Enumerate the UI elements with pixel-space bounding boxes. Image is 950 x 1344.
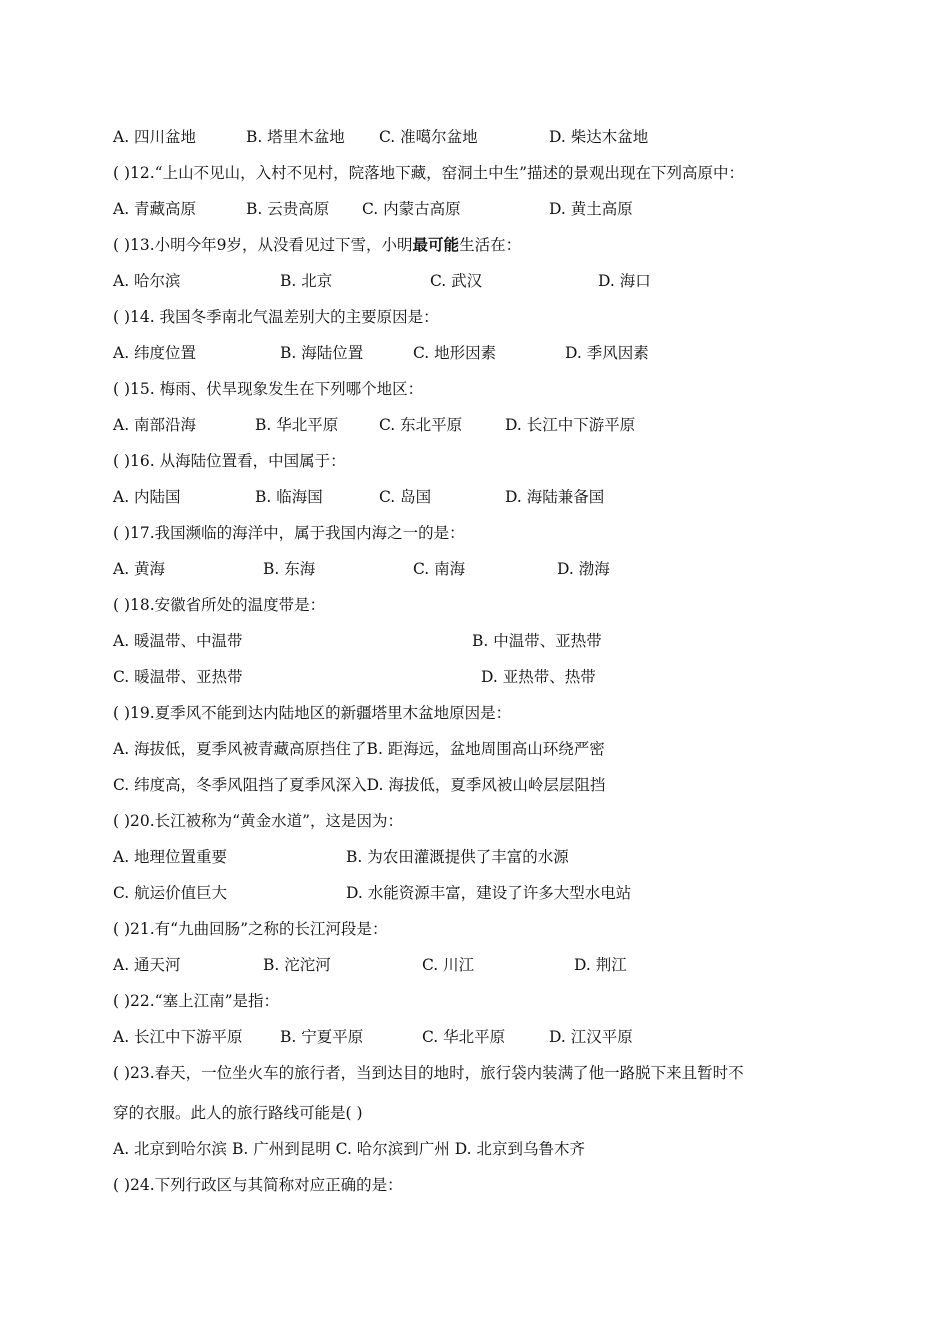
q17-option-d: D. 渤海 [557,560,610,578]
q17-option-a: A. 黄海 [113,560,166,578]
q13-stem-post: 生活在： [459,236,522,254]
q22-stem: ( )22.“塞上江南”是指： [113,992,280,1010]
q12-stem: ( )12.“上山不见山，入村不见村，院落地下藏，窑洞土中生”描述的景观出现在下列高原中： [113,164,745,182]
q24-stem: ( )24.下列行政区与其简称对应正确的是： [113,1176,403,1194]
q17-option-c: C. 南海 [413,560,466,578]
q15-option-b: B. 华北平原 [255,416,339,434]
q13-stem-pre: ( )13.小明今年9岁，从没看见过下雪，小明 [113,236,413,254]
q12-option-a: A. 青藏高原 [113,200,197,218]
q16-option-d: D. 海陆兼备国 [505,488,605,506]
q22-option-a: A. 长江中下游平原 [113,1028,243,1046]
q14-option-d: D. 季风因素 [565,344,649,362]
q22-option-c: C. 华北平原 [422,1028,506,1046]
q14-option-b: B. 海陆位置 [280,344,364,362]
q12-option-b: B. 云贵高原 [246,200,330,218]
q20-option-d: D. 水能资源丰富，建设了许多大型水电站 [346,884,632,902]
q20-option-b: B. 为农田灌溉提供了丰富的水源 [346,848,569,866]
q21-option-c: C. 川江 [422,956,475,974]
q16-option-c: C. 岛国 [379,488,432,506]
q11-option-b: B. 塔里木盆地 [246,128,345,146]
q16-option-b: B. 临海国 [255,488,323,506]
q16-option-a: A. 内陆国 [113,488,181,506]
q15-option-d: D. 长江中下游平原 [505,416,636,434]
q13-option-c: C. 武汉 [430,272,483,290]
q16-stem: ( )16. 从海陆位置看，中国属于： [113,452,346,470]
q14-option-a: A. 纬度位置 [113,344,197,362]
q19-options-line-1: A. 海拔低，夏季风被青藏高原挡住了B. 距海远，盆地周围高山环绕严密 [113,740,605,758]
q23-stem-continued: 穿的衣服。此人的旅行路线可能是( ) [113,1104,363,1122]
q18-option-b: B. 中温带、亚热带 [472,632,602,650]
q11-option-a: A. 四川盆地 [113,128,197,146]
q20-stem: ( )20.长江被称为“黄金水道”，这是因为： [113,812,404,830]
q11-option-c: C. 准噶尔盆地 [379,128,478,146]
q12-option-d: D. 黄土高原 [549,200,633,218]
q20-option-a: A. 地理位置重要 [113,848,228,866]
q20-option-c: C. 航运价值巨大 [113,884,228,902]
q22-option-d: D. 江汉平原 [549,1028,633,1046]
q15-option-c: C. 东北平原 [379,416,463,434]
q19-stem: ( )19.夏季风不能到达内陆地区的新疆塔里木盆地原因是： [113,704,512,722]
q22-option-b: B. 宁夏平原 [280,1028,364,1046]
q21-stem: ( )21.有“九曲回肠”之称的长江河段是： [113,920,388,938]
q18-option-c: C. 暖温带、亚热带 [113,668,243,686]
q13-option-d: D. 海口 [598,272,651,290]
q13-option-b: B. 北京 [280,272,333,290]
q23-stem: ( )23.春天，一位坐火车的旅行者，当到达目的地时，旅行袋内装满了他一路脱下来且暂时不 [113,1064,744,1082]
q15-stem: ( )15. 梅雨、伏旱现象发生在下列哪个地区： [113,380,424,398]
q13-option-a: A. 哈尔滨 [113,272,181,290]
q11-option-d: D. 柴达木盆地 [549,128,649,146]
q14-option-c: C. 地形因素 [413,344,497,362]
q13-stem [113,235,521,255]
q18-option-a: A. 暖温带、中温带 [113,632,243,650]
q21-option-a: A. 通天河 [113,956,181,974]
q15-option-a: A. 南部沿海 [113,416,197,434]
q17-option-b: B. 东海 [263,560,316,578]
q21-option-b: B. 沱沱河 [263,956,331,974]
q19-options-line-2: C. 纬度高，冬季风阻挡了夏季风深入D. 海拔低，夏季风被山岭层层阻挡 [113,776,606,794]
q13-stem-emphasis: 最可能 [412,236,460,254]
q12-option-c: C. 内蒙古高原 [362,200,461,218]
q18-option-d: D. 亚热带、热带 [481,668,596,686]
q21-option-d: D. 荆江 [574,956,627,974]
q23-options-line: A. 北京到哈尔滨 B. 广州到昆明 C. 哈尔滨到广州 D. 北京到乌鲁木齐 [113,1140,585,1158]
q18-stem: ( )18.安徽省所处的温度带是： [113,596,326,614]
q14-stem: ( )14. 我国冬季南北气温差别大的主要原因是： [113,308,439,326]
q17-stem: ( )17.我国濒临的海洋中，属于我国内海之一的是： [113,524,465,542]
